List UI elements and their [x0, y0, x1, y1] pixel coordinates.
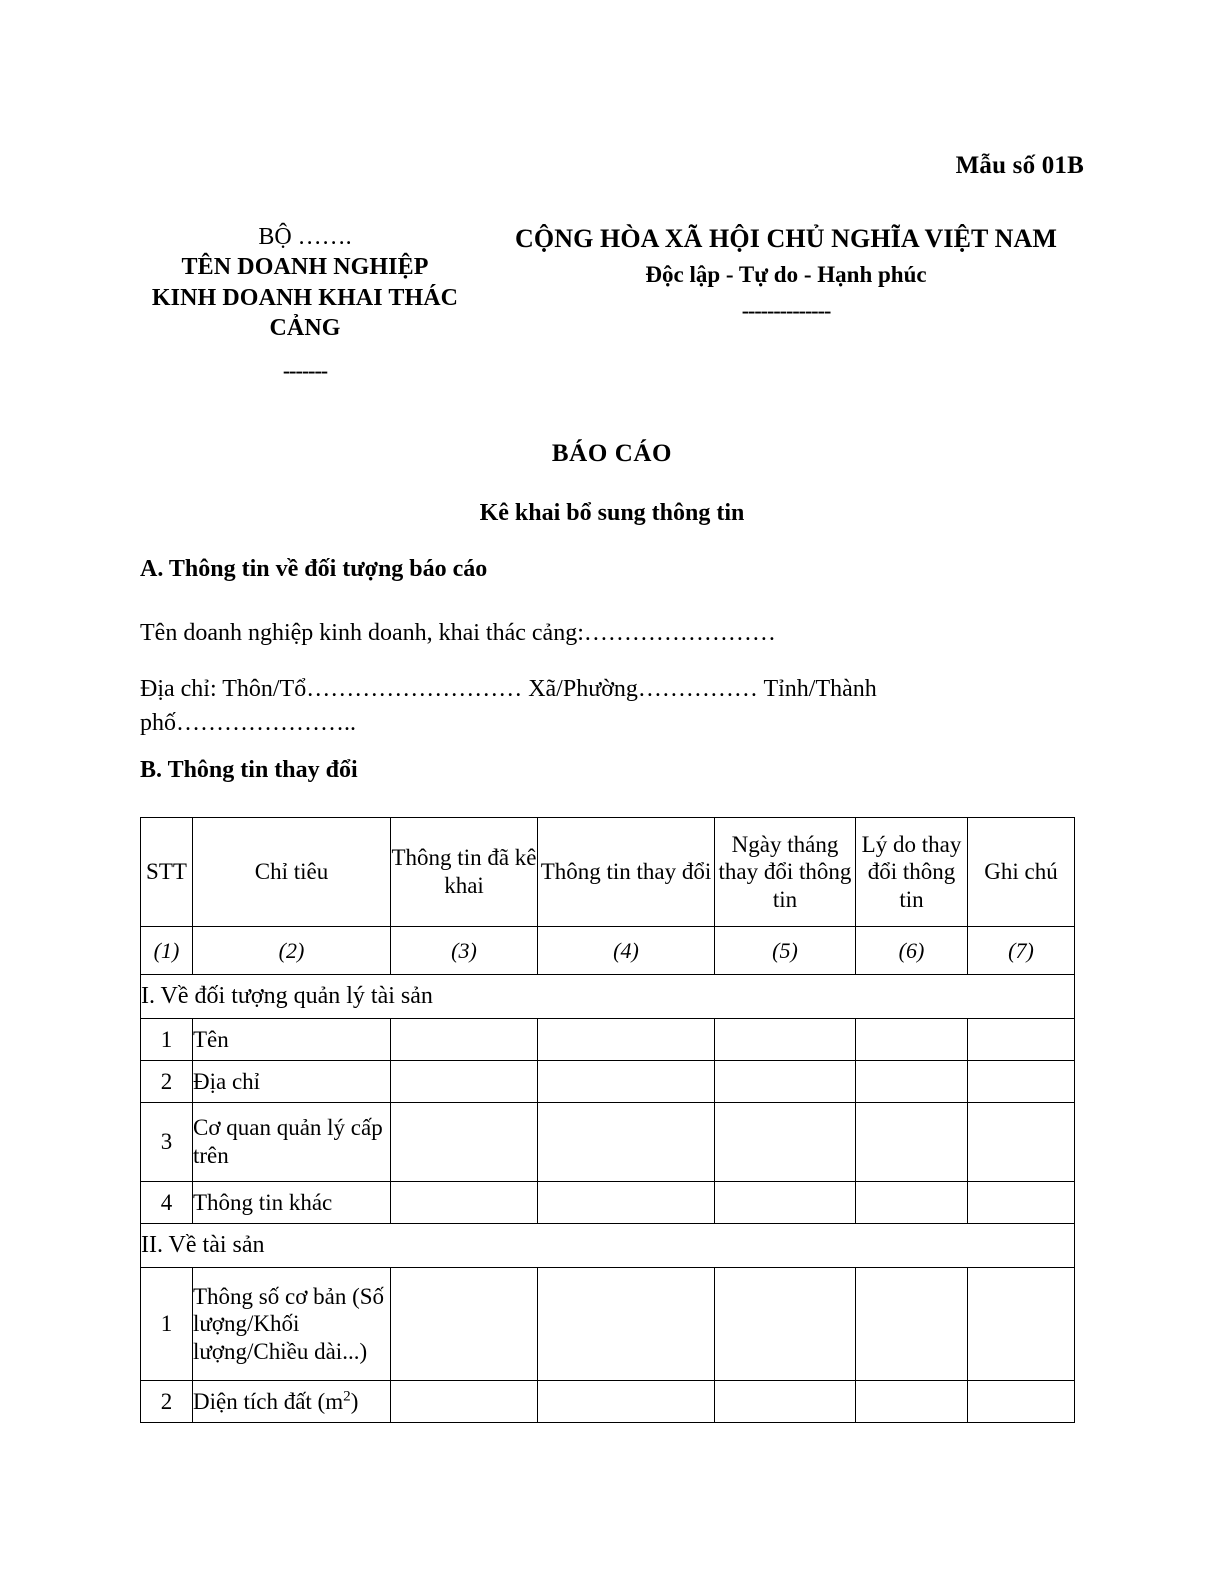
cell-change-date[interactable] [715, 1019, 856, 1061]
cell-notes[interactable] [968, 1381, 1075, 1423]
table-group-title: I. Về đối tượng quản lý tài sản [141, 975, 1075, 1019]
row-label: Thông số cơ bản (Số lượng/Khối lượng/Chiều dài...) [193, 1268, 391, 1381]
table-body [141, 975, 1075, 1423]
cell-change-date[interactable] [715, 1268, 856, 1381]
column-number-4: (4) [538, 927, 715, 975]
cell-change-reason[interactable] [856, 1182, 968, 1224]
table-row [141, 1268, 1075, 1381]
row-index: 2 [141, 1061, 193, 1103]
cell-change-reason[interactable] [856, 1103, 968, 1182]
national-heading-block [470, 222, 1084, 322]
column-header-stt: STT [141, 818, 193, 927]
table-column-number-row [141, 927, 1075, 975]
column-number-2: (2) [193, 927, 391, 975]
cell-change-reason[interactable] [856, 1381, 968, 1423]
cell-change-reason[interactable] [856, 1268, 968, 1381]
address-field-line: Địa chỉ: Thôn/Tổ……………………… Xã/Phường…………… Tỉnh/Thành phố………………….. [140, 676, 877, 737]
table-row [141, 1019, 1075, 1061]
cell-notes[interactable] [968, 1182, 1075, 1224]
document-title: BÁO CÁO [551, 440, 673, 467]
cell-change-date[interactable] [715, 1381, 856, 1423]
issuing-organization-block [140, 222, 470, 382]
cell-changed-info[interactable] [538, 1103, 715, 1182]
column-header-change-reason: Lý do thay đổi thông tin [856, 818, 968, 927]
cell-declared-info[interactable] [391, 1061, 538, 1103]
changed-information-table [140, 817, 1075, 1423]
cell-change-date[interactable] [715, 1182, 856, 1224]
cell-declared-info[interactable] [391, 1182, 538, 1224]
cell-declared-info[interactable] [391, 1019, 538, 1061]
cell-change-reason[interactable] [856, 1019, 968, 1061]
column-header-notes: Ghi chú [968, 818, 1075, 927]
column-header-change-date: Ngày tháng thay đổi thông tin [715, 818, 856, 927]
row-index: 4 [141, 1182, 193, 1224]
row-label: Tên [193, 1019, 391, 1061]
column-header-changed-info: Thông tin thay đổi [538, 818, 715, 927]
organization-name-line-1: TÊN DOANH NGHIỆP [181, 254, 429, 281]
column-header-declared-info: Thông tin đã kê khai [391, 818, 538, 927]
cell-changed-info[interactable] [538, 1268, 715, 1381]
organization-name-line-3: CẢNG [269, 315, 341, 342]
cell-declared-info[interactable] [391, 1103, 538, 1182]
row-index: 3 [141, 1103, 193, 1182]
cell-declared-info[interactable] [391, 1268, 538, 1381]
row-label: Cơ quan quản lý cấp trên [193, 1103, 391, 1182]
cell-changed-info[interactable] [538, 1019, 715, 1061]
cell-notes[interactable] [968, 1061, 1075, 1103]
column-number-5: (5) [715, 927, 856, 975]
cell-change-date[interactable] [715, 1061, 856, 1103]
column-number-1: (1) [141, 927, 193, 975]
row-index: 2 [141, 1381, 193, 1423]
row-label: Diện tích đất $(m^2)$ [193, 1381, 391, 1423]
cell-changed-info[interactable] [538, 1381, 715, 1423]
company-name-field-line: Tên doanh nghiệp kinh doanh, khai thác cảng:…………………… [140, 620, 776, 646]
national-motto: Độc lập - Tự do - Hạnh phúc [645, 261, 927, 287]
table-row [141, 1103, 1075, 1182]
cell-changed-info[interactable] [538, 1061, 715, 1103]
row-index: 1 [141, 1268, 193, 1381]
row-index: 1 [141, 1019, 193, 1061]
cell-change-reason[interactable] [856, 1061, 968, 1103]
cell-notes[interactable] [968, 1103, 1075, 1182]
organization-name-line-2: KINH DOANH KHAI THÁC [151, 284, 459, 311]
table-header-row [141, 818, 1075, 927]
cell-changed-info[interactable] [538, 1182, 715, 1224]
table-row [141, 1381, 1075, 1423]
document-subtitle: Kê khai bổ sung thông tin [479, 500, 745, 526]
cell-notes[interactable] [968, 1019, 1075, 1061]
table-row [141, 1061, 1075, 1103]
column-number-6: (6) [856, 927, 968, 975]
document-header [140, 222, 1084, 382]
cell-notes[interactable] [968, 1268, 1075, 1381]
section-a-heading: A. Thông tin về đối tượng báo cáo [140, 556, 488, 582]
table-group-title: II. Về tài sản [141, 1224, 1075, 1268]
row-label: Địa chỉ [193, 1061, 391, 1103]
form-number: Mẫu số 01B [955, 152, 1084, 179]
table-group-row [141, 975, 1075, 1019]
row-label: Thông tin khác [193, 1182, 391, 1224]
table-group-row [141, 1224, 1075, 1268]
section-b-heading: B. Thông tin thay đổi [140, 757, 358, 783]
table-row [141, 1182, 1075, 1224]
national-title: CỘNG HÒA XÃ HỘI CHỦ NGHĨA VIỆT NAM [515, 224, 1057, 253]
changed-information-table-wrapper [140, 817, 1074, 1423]
cell-change-date[interactable] [715, 1103, 856, 1182]
national-divider-rule: -------------- [741, 297, 831, 323]
column-number-7: (7) [968, 927, 1075, 975]
column-number-3: (3) [391, 927, 538, 975]
column-header-criteria: Chỉ tiêu [193, 818, 391, 927]
ministry-label: BỘ ……. [258, 224, 352, 250]
organization-divider-rule: ------- [282, 357, 328, 383]
cell-declared-info[interactable] [391, 1381, 538, 1423]
